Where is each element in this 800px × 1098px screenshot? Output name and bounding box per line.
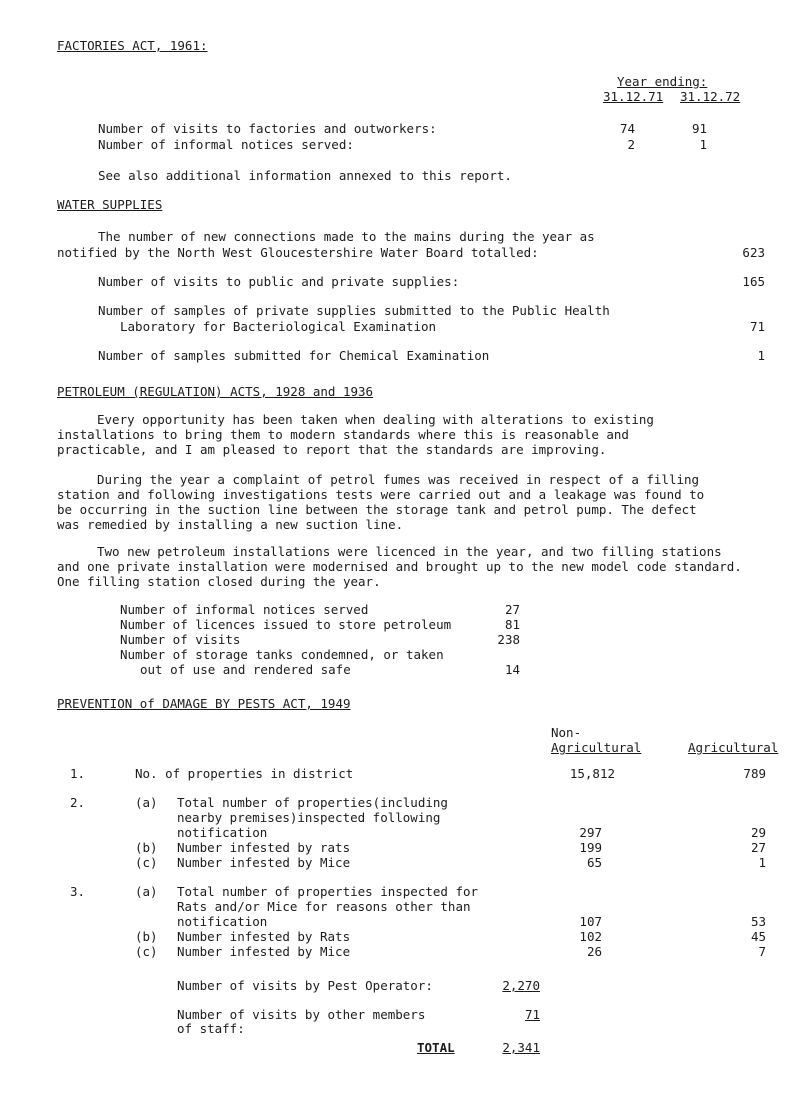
petroleum-stat4-line1: Number of storage tanks condemned, or taken — [120, 647, 444, 662]
row-label: notification — [177, 914, 268, 929]
row-label: Number infested by Rats — [177, 929, 351, 944]
visits-staff-value: 71 — [524, 1007, 540, 1022]
ag-value: 45 — [750, 929, 766, 944]
petroleum-stat-value: 27 — [504, 602, 520, 617]
pests-heading: PREVENTION of DAMAGE BY PESTS ACT, 1949 — [57, 696, 351, 711]
petroleum-stat4-line2: out of use and rendered safe — [140, 662, 351, 677]
water-item2-value: 165 — [742, 274, 765, 289]
ag-value: 29 — [750, 825, 766, 840]
factories-row-value-2: 1 — [699, 137, 707, 152]
water-item3-line1: Number of samples of private supplies submitted to the Public Health — [98, 303, 610, 318]
visits-staff-line2: of staff: — [177, 1021, 245, 1036]
row-label: Number infested by Mice — [177, 944, 351, 959]
col-ag: Agricultural — [688, 740, 779, 755]
nonag-value: 297 — [579, 825, 602, 840]
paragraph-line: One filling station closed during the year. — [57, 574, 381, 589]
nonag-value: 107 — [579, 914, 602, 929]
paragraph-line: was remedied by installing a new suction line. — [57, 517, 404, 532]
year-col-1: 31.12.71 — [603, 89, 664, 104]
ag-value: 1 — [758, 855, 766, 870]
row-label: notification — [177, 825, 268, 840]
row-number: 2. — [70, 795, 86, 810]
petroleum-stat4-value: 14 — [504, 662, 520, 677]
petroleum-heading: PETROLEUM (REGULATION) ACTS, 1928 and 1936 — [57, 384, 374, 399]
paragraph-line: practicable, and I am pleased to report that the standards are improving. — [57, 442, 607, 457]
water-item1-line2: notified by the North West Gloucestershire Water Board totalled: — [57, 245, 539, 260]
nonag-value: 199 — [579, 840, 602, 855]
year-ending-label: Year ending: — [617, 74, 708, 89]
row-label: Number infested by Mice — [177, 855, 351, 870]
row-number: 1. — [70, 766, 86, 781]
ag-value: 53 — [750, 914, 766, 929]
visits-pest-value: 2,270 — [502, 978, 540, 993]
nonag-value: 65 — [586, 855, 602, 870]
water-item3-value: 71 — [749, 319, 765, 334]
water-item1-value: 623 — [742, 245, 765, 260]
petroleum-stat-value: 238 — [497, 632, 520, 647]
water-item4-label: Number of samples submitted for Chemical Examination — [98, 348, 490, 363]
paragraph-line: Every opportunity has been taken when dealing with alterations to existing — [97, 412, 654, 427]
petroleum-paragraph-1 — [57, 412, 767, 457]
ag-value: 789 — [743, 766, 766, 781]
paragraph-line: be occurring in the suction line between the storage tank and petrol pump. The defect — [57, 502, 697, 517]
col-nonag-line2: Agricultural — [551, 740, 642, 755]
petroleum-stat-label: Number of licences issued to store petroleum — [120, 617, 452, 632]
row-mark: (a) — [135, 884, 158, 899]
factories-row-value-1: 74 — [619, 121, 635, 136]
ag-value: 27 — [750, 840, 766, 855]
factories-row-label: Number of informal notices served: — [98, 137, 354, 152]
nonag-value: 26 — [586, 944, 602, 959]
paragraph-line: and one private installation were modernised and brought up to the new model code standard. — [57, 559, 742, 574]
year-col-2: 31.12.72 — [680, 89, 741, 104]
row-number: 3. — [70, 884, 86, 899]
row-label: Total number of properties inspected for — [177, 884, 479, 899]
row-mark: (a) — [135, 795, 158, 810]
factories-row-value-2: 91 — [691, 121, 707, 136]
factories-note: See also additional information annexed to this report. — [98, 168, 512, 183]
petroleum-stat-label: Number of informal notices served — [120, 602, 369, 617]
paragraph-line: installations to bring them to modern standards where this is reasonable and — [57, 427, 629, 442]
row-mark: (c) — [135, 944, 158, 959]
nonag-value: 102 — [579, 929, 602, 944]
paragraph-line: Two new petroleum installations were licenced in the year, and two filling stations — [97, 544, 722, 559]
petroleum-stat-value: 81 — [504, 617, 520, 632]
row-mark: (c) — [135, 855, 158, 870]
total-label: TOTAL — [417, 1040, 455, 1055]
paragraph-line: station and following investigations tests were carried out and a leakage was found to — [57, 487, 705, 502]
water-item1-line1: The number of new connections made to the mains during the year as — [98, 229, 595, 244]
row-label: Rats and/or Mice for reasons other than — [177, 899, 471, 914]
col-nonag-line1: Non- — [551, 725, 582, 740]
factories-row-value-1: 2 — [627, 137, 635, 152]
paragraph-line: During the year a complaint of petrol fumes was received in respect of a filling — [97, 472, 700, 487]
petroleum-paragraph-2 — [57, 472, 767, 532]
row-label: nearby premises)inspected following — [177, 810, 441, 825]
water-heading: WATER SUPPLIES — [57, 197, 163, 212]
row-label: No. of properties in district — [135, 766, 354, 781]
row-label: Total number of properties(including — [177, 795, 448, 810]
total-value: 2,341 — [502, 1040, 540, 1055]
factories-row-label: Number of visits to factories and outworkers: — [98, 121, 437, 136]
ag-value: 7 — [758, 944, 766, 959]
water-item2-label: Number of visits to public and private supplies: — [98, 274, 460, 289]
row-label: Number infested by rats — [177, 840, 351, 855]
visits-pest-label: Number of visits by Pest Operator: — [177, 978, 433, 993]
visits-staff-line1: Number of visits by other members — [177, 1007, 426, 1022]
nonag-value: 15,812 — [569, 766, 615, 781]
row-mark: (b) — [135, 929, 158, 944]
factories-heading: FACTORIES ACT, 1961: — [57, 38, 208, 53]
petroleum-paragraph-3 — [57, 544, 767, 589]
row-mark: (b) — [135, 840, 158, 855]
water-item4-value: 1 — [757, 348, 765, 363]
petroleum-stat-label: Number of visits — [120, 632, 241, 647]
water-item3-line2: Laboratory for Bacteriological Examination — [120, 319, 437, 334]
